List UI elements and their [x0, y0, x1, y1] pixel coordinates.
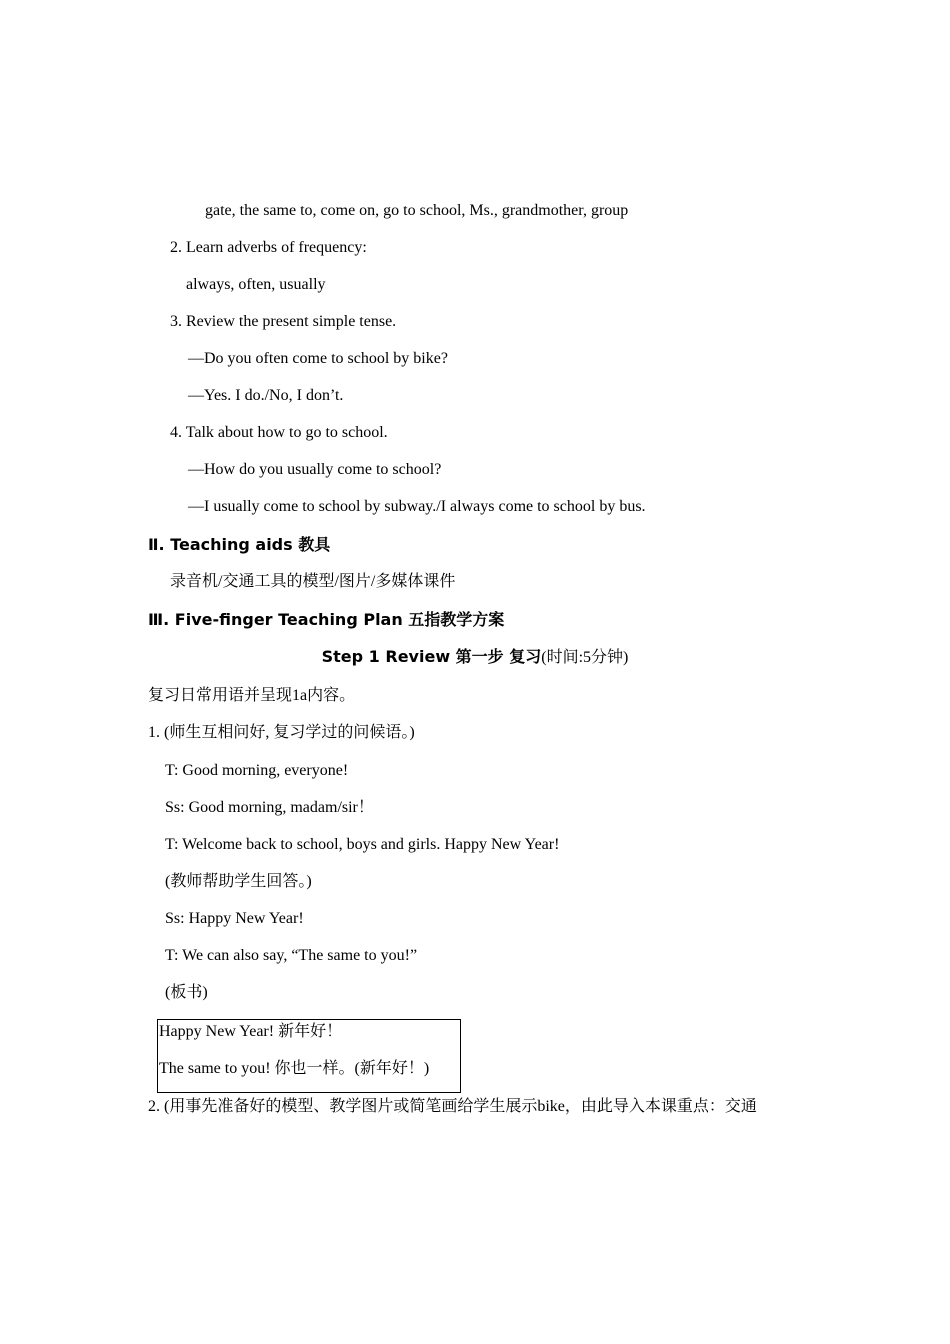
dialog-line-5: T: We can also say, “The same to you!” [165, 947, 418, 964]
dialog-line-1: T: Good morning, everyone! [165, 762, 349, 779]
teacher-note-1: (教师帮助学生回答。) [165, 873, 312, 890]
blackboard-line-2: The same to you! 你也一样。(新年好！) [159, 1060, 430, 1077]
step-item-1: 1. (师生互相问好, 复习学过的问候语。) [148, 724, 415, 741]
objective-item-2: 2. Learn adverbs of frequency: [170, 239, 367, 256]
step-item-2: 2. (用事先准备好的模型、教学图片或简笔画给学生展示bike，由此导入本课重点：交通 [148, 1098, 757, 1115]
section-heading-teaching-aids: Ⅱ. Teaching aids 教具 [148, 535, 331, 554]
example-question-2: —How do you usually come to school? [188, 461, 442, 478]
example-answer-2: —I usually come to school by subway./I always come to school by bus. [188, 498, 646, 515]
step-title: Step 1 Review 第一步 复习 [321, 647, 542, 666]
step-time: (时间:5分钟) [541, 649, 629, 666]
frequency-adverbs: always, often, usually [186, 276, 326, 293]
step-intro: 复习日常用语并呈现1a内容。 [148, 687, 356, 704]
objective-item-3: 3. Review the present simple tense. [170, 313, 397, 330]
objective-item-4: 4. Talk about how to go to school. [170, 424, 388, 441]
blackboard-line-1: Happy New Year! 新年好！ [159, 1023, 343, 1040]
example-question-1: —Do you often come to school by bike? [188, 350, 448, 367]
teacher-note-2: (板书) [165, 984, 208, 1001]
section-heading-teaching-plan: Ⅲ. Five-finger Teaching Plan 五指教学方案 [148, 610, 505, 629]
example-answer-1: —Yes. I do./No, I don’t. [188, 387, 344, 404]
dialog-line-3: T: Welcome back to school, boys and girls. Happy New Year! [165, 836, 560, 853]
vocabulary-line: gate, the same to, come on, go to school, Ms., grandmother, group [205, 202, 629, 219]
teaching-aids-content: 录音机/交通工具的模型/图片/多媒体课件 [170, 573, 456, 590]
dialog-line-2: Ss: Good morning, madam/sir！ [165, 799, 374, 816]
dialog-line-4: Ss: Happy New Year! [165, 910, 304, 927]
blackboard-box [157, 1019, 461, 1093]
step-heading [0, 647, 950, 668]
